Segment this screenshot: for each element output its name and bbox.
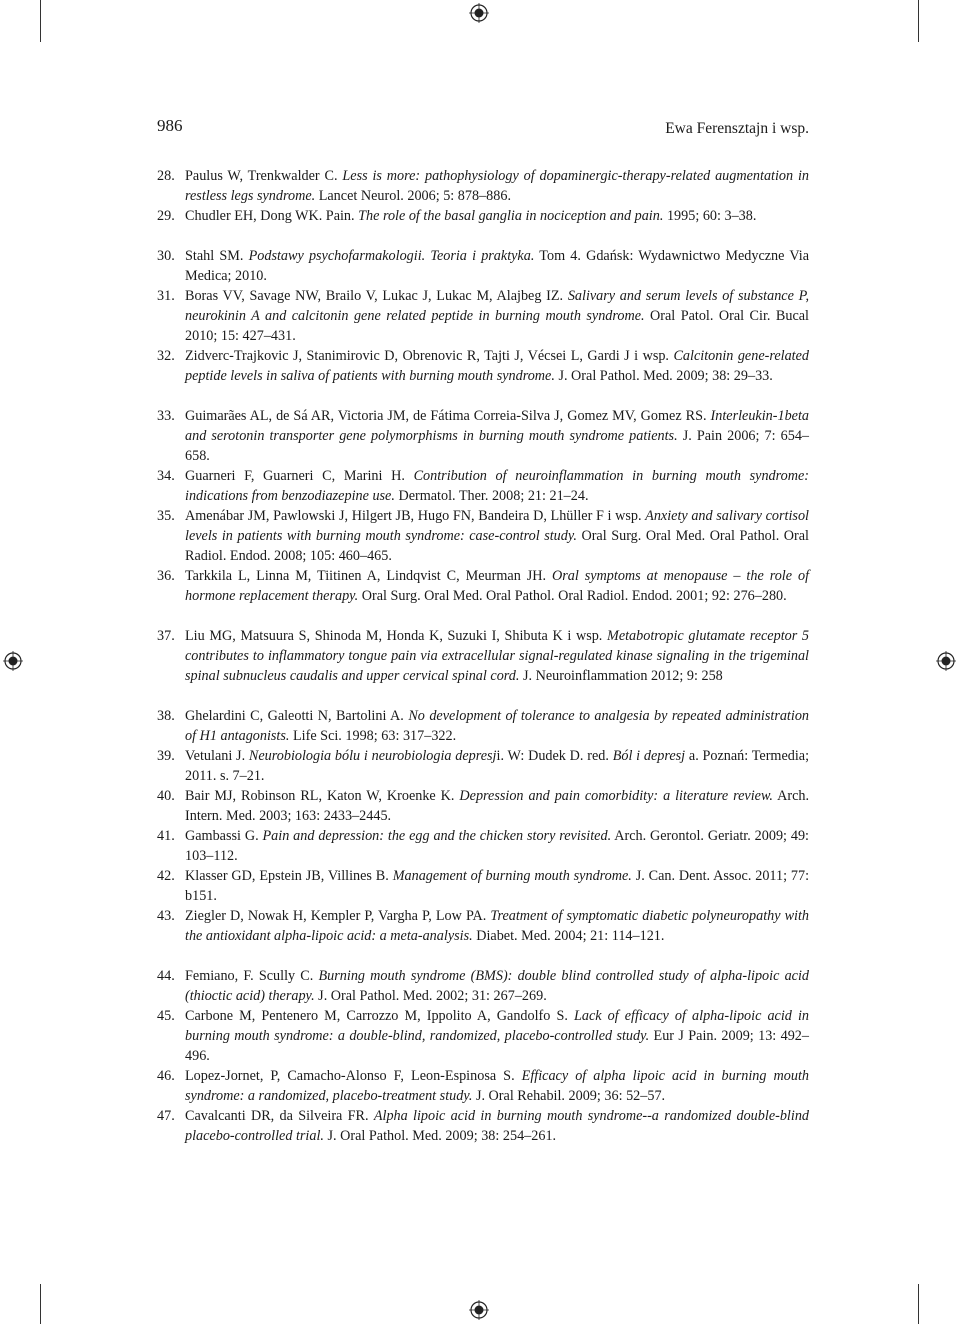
reference-source: Lancet Neurol. 2006; 5: 878–886. <box>318 188 511 204</box>
reference-source: Dermatol. Ther. 2008; 21: 21–24. <box>398 488 589 504</box>
reference-title: The role of the basal ganglia in nociception and pain. <box>358 208 664 224</box>
reference-title: Lack of efficacy of alpha-lipoic acid in burning mouth syndrome: a double-blind, randomized, placebo-controlled study. <box>185 1008 809 1044</box>
reference-source: J. Oral Rehabil. 2009; 36: 52–57. <box>475 1088 666 1104</box>
reference-publisher: a. Poznań: Termedia; 2011. s. 7–21. <box>185 748 810 784</box>
reference-title: Burning mouth syndrome (BMS): double blind controlled study of alpha-lipoic acid (thioctic acid) therapy. <box>185 968 809 1004</box>
running-head: Ewa Ferensztajn i wsp. <box>665 120 809 137</box>
reference-item <box>157 866 809 906</box>
reference-number: 35. <box>157 508 175 524</box>
reference-title: Salivary and serum levels of substance P, neurokinin A and calcitonin gene related peptide in burning mouth syndrome. <box>185 288 809 324</box>
crop-mark <box>40 1284 41 1324</box>
reference-title: Efficacy of alpha lipoic acid in burning mouth syndrome: a randomized, placebo-treatment study. <box>185 1068 809 1104</box>
registration-mark-icon <box>469 3 489 23</box>
reference-item <box>157 966 809 1006</box>
reference-source: Arch. Intern. Med. 2003; 163: 2433–2445. <box>185 788 810 824</box>
reference-authors: Carbone M, Pentenero M, Carrozzo M, Ippolito A, Gandolfo S. <box>185 1008 568 1024</box>
reference-authors: Chudler EH, Dong WK. Pain. <box>185 208 355 224</box>
reference-authors: Boras VV, Savage NW, Brailo V, Lukac J, Lukac M, Alajbeg IZ. <box>185 288 564 304</box>
reference-source: Life Sci. 1998; 63: 317–322. <box>293 728 457 744</box>
reference-source: J. Neuroinflammation 2012; 9: 258 <box>522 668 723 684</box>
reference-number: 39. <box>157 748 175 764</box>
reference-item <box>157 506 809 566</box>
reference-number: 45. <box>157 1008 175 1024</box>
reference-authors: Ghelardini C, Galeotti N, Bartolini A. <box>185 708 404 724</box>
reference-item <box>157 786 809 826</box>
reference-title: Podstawy psychofarmakologii. Teoria i praktyka. <box>248 248 535 264</box>
reference-item <box>157 826 809 866</box>
reference-item <box>157 1006 809 1066</box>
reference-item <box>157 906 809 946</box>
reference-item <box>157 286 809 346</box>
reference-number: 28. <box>157 168 175 184</box>
reference-source: 1995; 60: 3–38. <box>666 208 757 224</box>
reference-book-title: Ból i depresj <box>612 748 686 764</box>
crop-mark <box>918 1284 919 1324</box>
reference-source: Arch. Gerontol. Geriatr. 2009; 49: 103–112. <box>185 828 809 864</box>
reference-number: 46. <box>157 1068 175 1084</box>
reference-number: 32. <box>157 348 175 364</box>
reference-source: Eur J Pain. 2009; 13: 492–496. <box>185 1028 809 1064</box>
reference-title: Management of burning mouth syndrome. <box>392 868 632 884</box>
reference-number: 44. <box>157 968 175 984</box>
reference-authors: Gambassi G. <box>185 828 259 844</box>
reference-title: Metabotropic glutamate receptor 5 contributes to inflammatory tongue pain via extracellular signal-regulated kinase signaling in the trigeminal spinal subnucleus caudalis and upper cervical spinal cord. <box>185 628 809 684</box>
reference-title: Pain and depression: the egg and the chicken story revisited. <box>262 828 612 844</box>
registration-mark-icon <box>936 651 956 671</box>
reference-title: Neurobiologia bólu i neurobiologia depresj <box>248 748 497 764</box>
reference-source: J. Oral Pathol. Med. 2009; 38: 29–33. <box>558 368 773 384</box>
reference-item <box>157 466 809 506</box>
reference-item <box>157 566 809 606</box>
reference-item <box>157 706 809 746</box>
reference-source: J. Oral Pathol. Med. 2009; 38: 254–261. <box>327 1128 557 1144</box>
reference-number: 38. <box>157 708 175 724</box>
reference-source: J. Pain 2006; 7: 654–658. <box>185 428 810 464</box>
reference-authors: Zidverc-Trajkovic J, Stanimirovic D, Obrenovic R, Tajti J, Vécsei L, Gardi J i wsp. <box>185 348 669 364</box>
reference-authors: Tarkkila L, Linna M, Tiitinen A, Lindqvist C, Meurman JH. <box>185 568 547 584</box>
reference-item <box>157 746 809 786</box>
page-number: 986 <box>157 116 183 135</box>
reference-source: J. Oral Pathol. Med. 2002; 31: 267–269. <box>318 988 547 1004</box>
reference-authors: Klasser GD, Epstein JB, Villines B. <box>185 868 389 884</box>
reference-source: Tom 4. Gdańsk: Wydawnictwo Medyczne Via Medica; 2010. <box>185 248 809 284</box>
reference-source: Oral Surg. Oral Med. Oral Pathol. Oral Radiol. Endod. 2001; 92: 276–280. <box>361 588 787 604</box>
reference-number: 34. <box>157 468 175 484</box>
reference-number: 43. <box>157 908 175 924</box>
reference-authors: Liu MG, Matsuura S, Shinoda M, Honda K, Suzuki I, Shibuta K i wsp. <box>185 628 603 644</box>
reference-authors: Guimarães AL, de Sá AR, Victoria JM, de Fátima Correia-Silva J, Gomez MV, Gomez RS. <box>185 408 707 424</box>
reference-item <box>157 246 809 286</box>
reference-title: Alpha lipoic acid in burning mouth syndrome--a randomized double-blind placebo-controlled trial. <box>185 1108 810 1144</box>
reference-number: 40. <box>157 788 175 804</box>
reference-authors: Stahl SM. <box>185 248 244 264</box>
reference-item <box>157 166 809 206</box>
reference-source: Oral Patol. Oral Cir. Bucal 2010; 15: 427–431. <box>185 308 809 344</box>
reference-number: 30. <box>157 248 175 264</box>
page-header <box>157 116 809 142</box>
reference-item <box>157 626 809 686</box>
crop-mark <box>918 0 919 42</box>
reference-source: J. Can. Dent. Assoc. 2011; 77: b151. <box>185 868 810 904</box>
reference-authors: Bair MJ, Robinson RL, Katon W, Kroenke K. <box>185 788 455 804</box>
reference-title: Interleukin-1beta and serotonin transporter gene polymorphisms in burning mouth syndrome patients. <box>185 408 810 444</box>
reference-authors: Ziegler D, Nowak H, Kempler P, Vargha P, Low PA. <box>185 908 487 924</box>
reference-title: Calcitonin gene-related peptide levels in saliva of patients with burning mouth syndrome. <box>185 348 810 384</box>
reference-item <box>157 346 809 386</box>
reference-number: 37. <box>157 628 175 644</box>
reference-authors: Amenábar JM, Pawlowski J, Hilgert JB, Hugo FN, Bandeira D, Lhüller F i wsp. <box>185 508 642 524</box>
reference-item <box>157 206 809 226</box>
reference-title: Oral symptoms at menopause – the role of hormone replacement therapy. <box>185 568 810 604</box>
reference-authors: Guarneri F, Guarneri C, Marini H. <box>185 468 405 484</box>
reference-title: No development of tolerance to analgesia by repeated administration of H1 antagonists. <box>185 708 810 744</box>
reference-title: Contribution of neuroinflammation in burning mouth syndrome: indications from benzodiazepine use. <box>185 468 809 504</box>
reference-authors: Paulus W, Trenkwalder C. <box>185 168 338 184</box>
reference-source: Diabet. Med. 2004; 21: 114–121. <box>476 928 665 944</box>
reference-title: Treatment of symptomatic diabetic polyneuropathy with the antioxidant alpha-lipoic acid: a meta-analysis. <box>185 908 810 944</box>
reference-number: 47. <box>157 1108 175 1124</box>
reference-title: Less is more: pathophysiology of dopaminergic-therapy-related augmentation in restless legs syndrome. <box>185 168 810 204</box>
reference-authors: Cavalcanti DR, da Silveira FR. <box>185 1108 369 1124</box>
reference-item <box>157 1066 809 1106</box>
reference-number: 41. <box>157 828 175 844</box>
reference-source: i. W: Dudek D. red. <box>496 748 609 764</box>
crop-mark <box>40 0 41 42</box>
registration-mark-icon <box>469 1300 489 1320</box>
reference-item <box>157 1106 809 1146</box>
reference-authors: Vetulani J. <box>185 748 246 764</box>
reference-number: 31. <box>157 288 175 304</box>
reference-title: Anxiety and salivary cortisol levels in patients with burning mouth syndrome: case-control study. <box>185 508 809 544</box>
reference-source: Oral Surg. Oral Med. Oral Pathol. Oral Radiol. Endod. 2008; 105: 460–465. <box>185 528 809 564</box>
registration-mark-icon <box>3 651 23 671</box>
reference-number: 33. <box>157 408 175 424</box>
reference-authors: Lopez-Jornet, P, Camacho-Alonso F, Leon-Espinosa S. <box>185 1068 515 1084</box>
reference-number: 42. <box>157 868 175 884</box>
reference-authors: Femiano, F. Scully C. <box>185 968 314 984</box>
reference-number: 29. <box>157 208 175 224</box>
reference-number: 36. <box>157 568 175 584</box>
reference-item <box>157 406 809 466</box>
reference-title: Depression and pain comorbidity: a literature review. <box>459 788 773 804</box>
